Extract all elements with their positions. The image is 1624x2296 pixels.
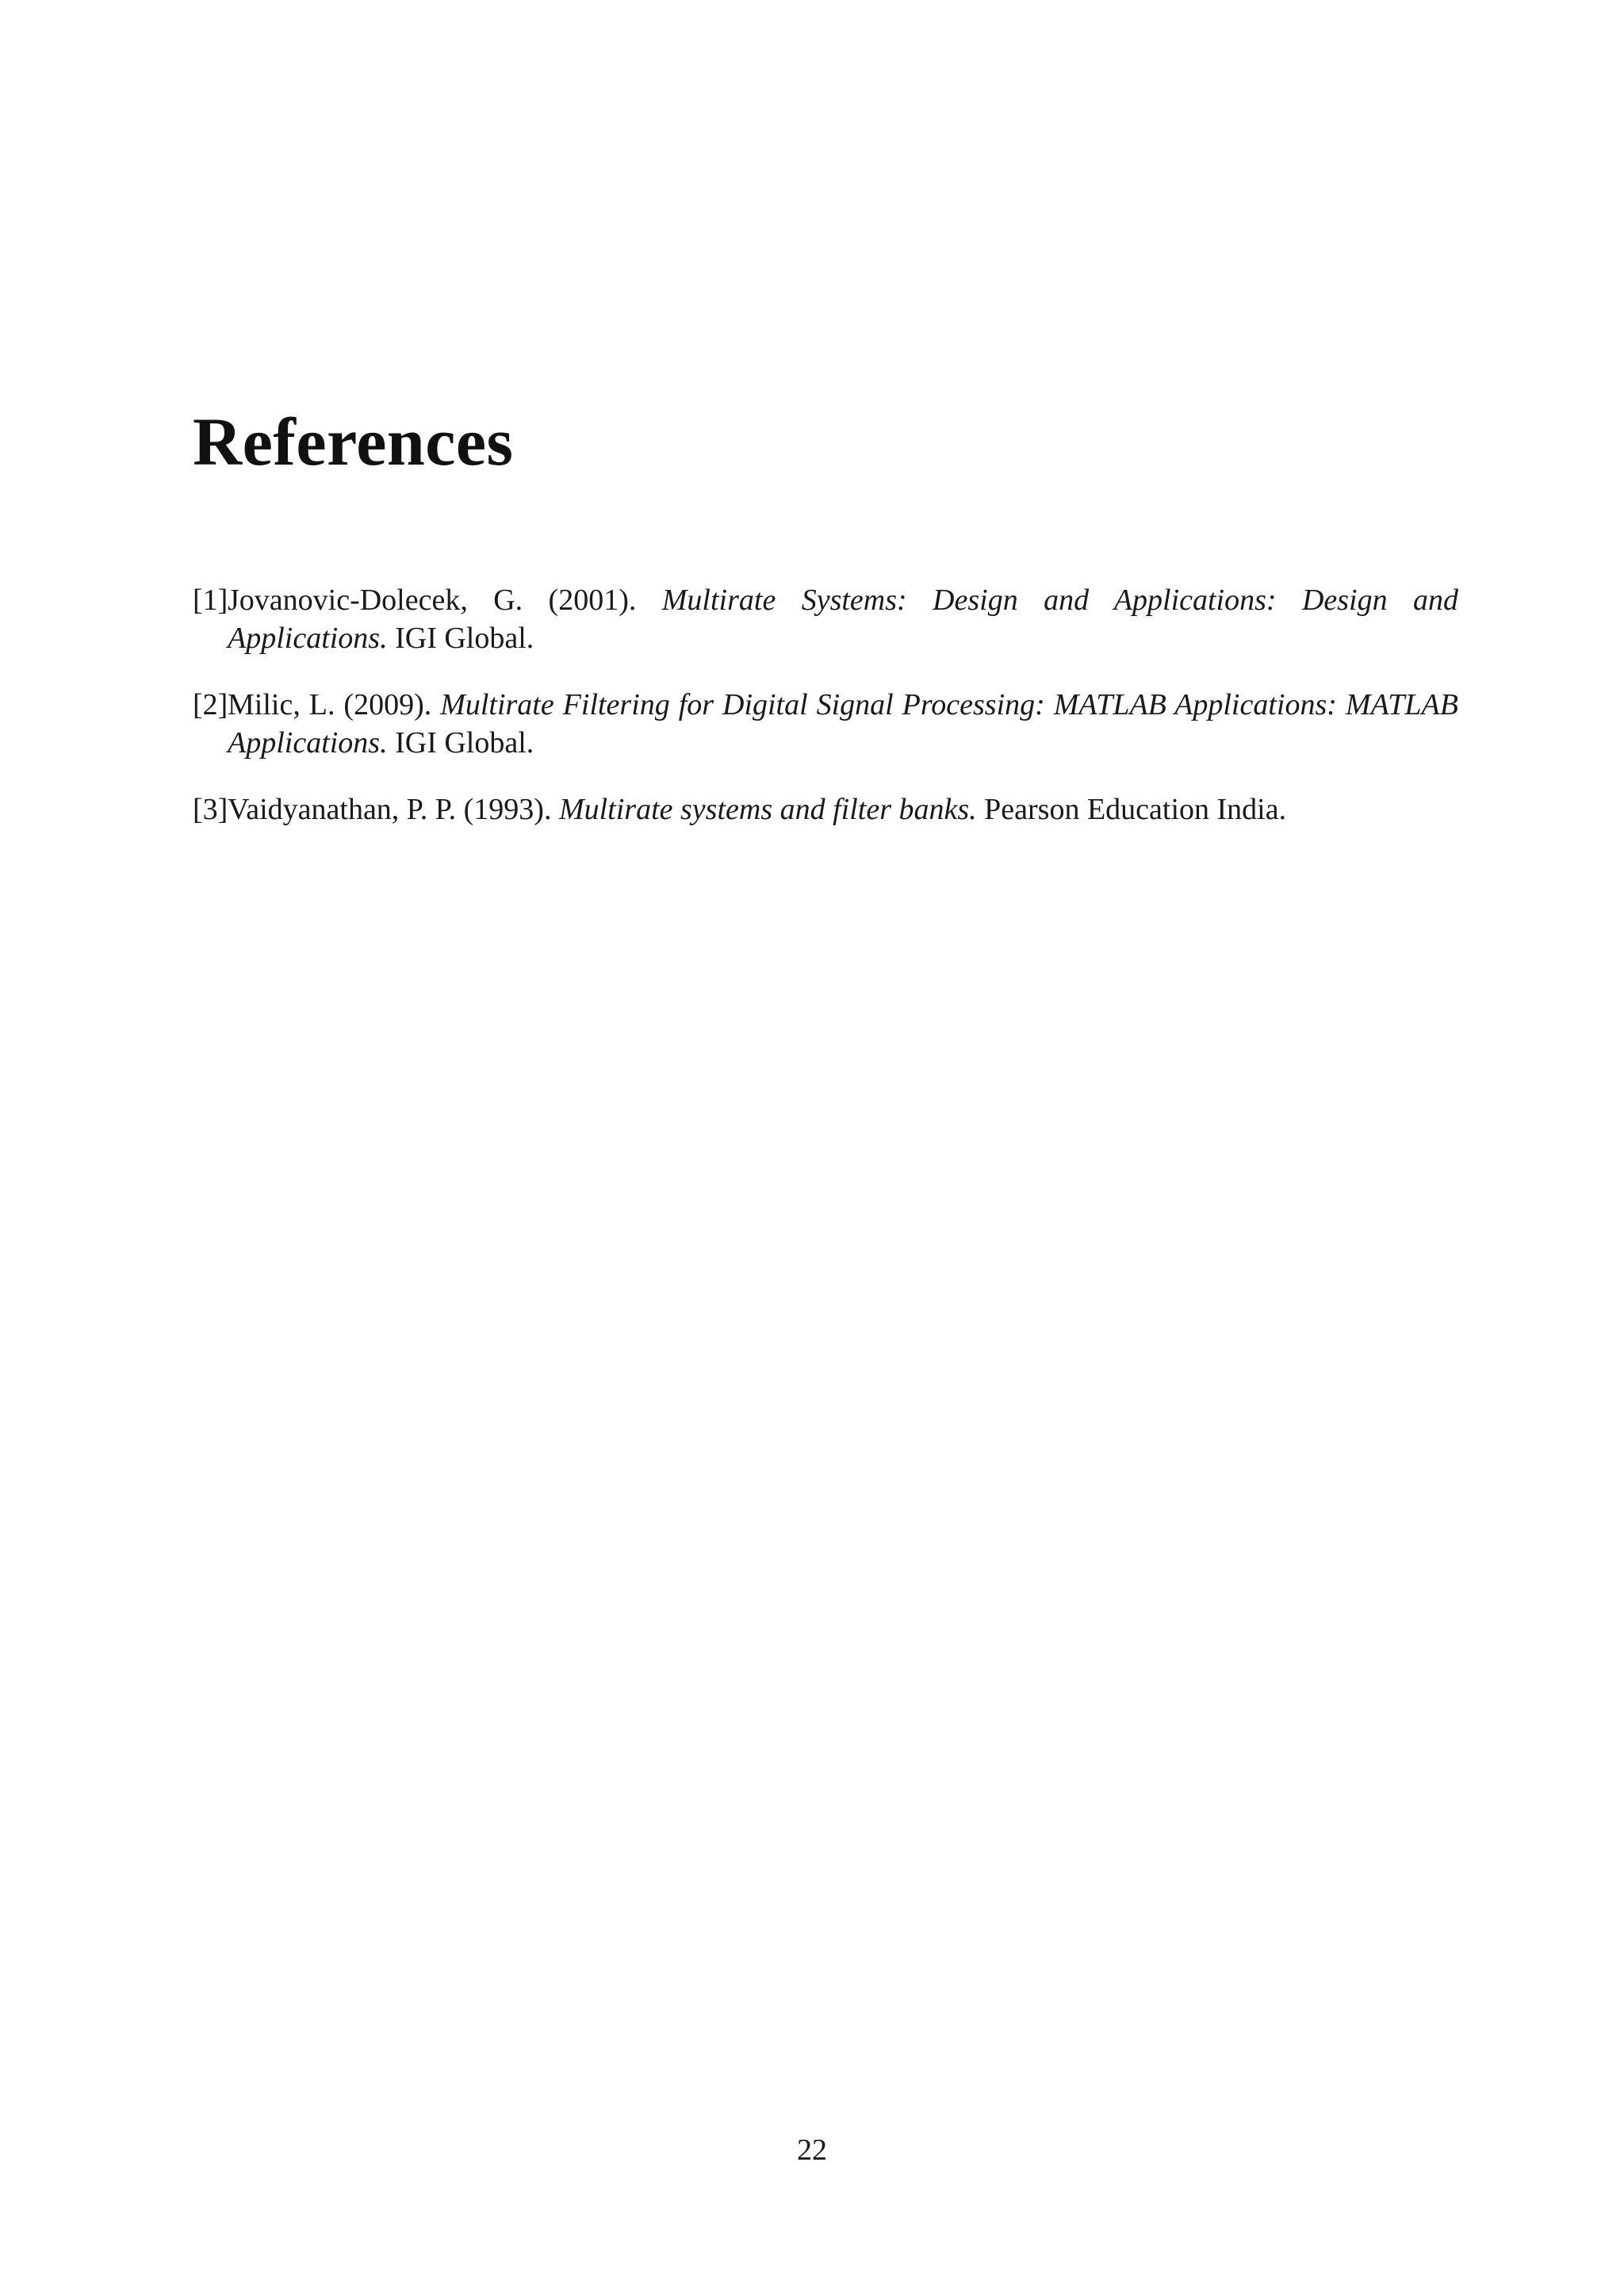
reference-list [193,581,1458,857]
reference-publisher: IGI Global. [387,726,534,760]
reference-item [193,790,1458,828]
reference-item [193,581,1458,657]
reference-authors-year: Vaidyanathan, P. P. (1993). [228,793,559,826]
page-number: 22 [797,2133,827,2167]
reference-number: [3] [193,793,228,826]
reference-title: Multirate Systems: Design and Applications: Design and Applications. [228,584,1458,655]
reference-authors-year: Jovanovic-Dolecek, G. (2001). [228,584,662,617]
reference-item [193,686,1458,762]
reference-title: Multirate systems and filter banks. [558,793,977,826]
reference-number: [1] [193,584,228,617]
reference-number: [2] [193,688,228,721]
reference-publisher: Pearson Education India. [976,793,1287,826]
reference-authors-year: Milic, L. (2009). [228,688,441,721]
reference-publisher: IGI Global. [387,622,534,655]
reference-title: Multirate Filtering for Digital Signal Processing: MATLAB Applications: MATLAB Applications. [228,688,1458,760]
references-heading: References [193,404,514,480]
